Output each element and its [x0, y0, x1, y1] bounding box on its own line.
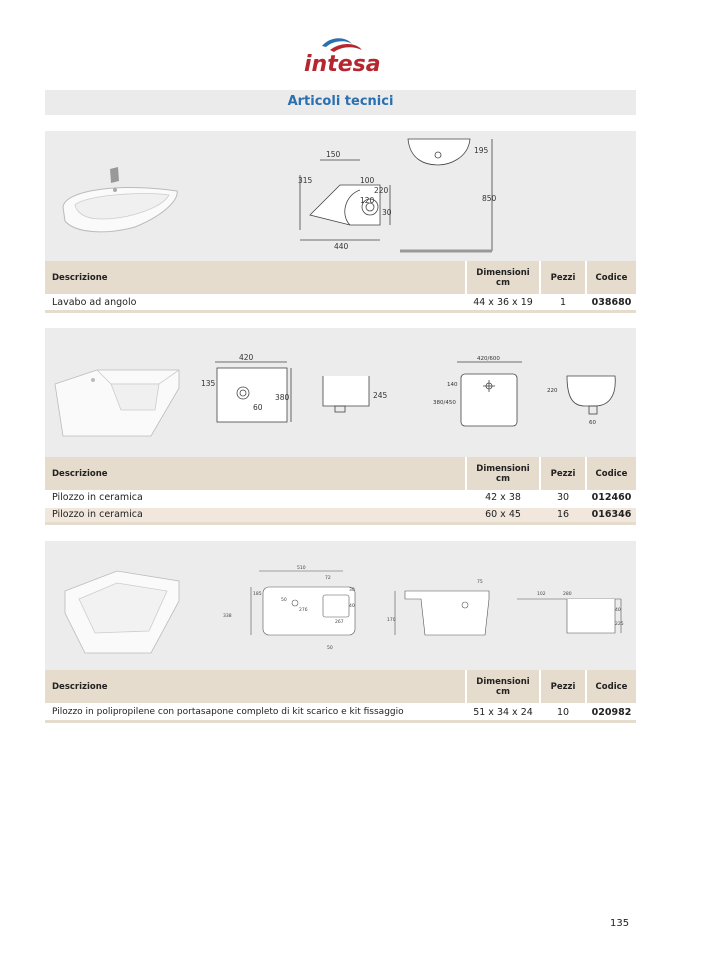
dim-label: 72	[325, 576, 331, 581]
dim-label: 315	[298, 176, 313, 185]
table-row	[45, 491, 636, 505]
col-header-dimensioni: Dimensioni cm	[476, 463, 530, 484]
dim-label: 510	[297, 566, 306, 571]
dim-label: 267	[335, 620, 344, 625]
cell-dimensioni: 44 x 36 x 19	[473, 297, 533, 308]
table-header	[45, 457, 636, 490]
table-row	[45, 508, 636, 522]
dim-label: 100	[360, 176, 375, 185]
dim-label: 440	[334, 242, 349, 251]
technical-drawing-side-view	[295, 372, 405, 418]
cell-descrizione: Pilozzo in ceramica	[52, 492, 143, 503]
col-header-codice: Codice	[595, 468, 628, 479]
dim-label: 60	[589, 420, 596, 426]
product-photo-ceramic-pilozzo	[51, 340, 183, 444]
technical-drawing-top-view	[191, 350, 301, 430]
brand-name: intesa	[304, 52, 381, 77]
technical-drawing-side-view	[365, 565, 495, 645]
technical-drawing-front-view	[427, 352, 547, 438]
col-header-codice: Codice	[595, 681, 628, 692]
dim-label: 220	[547, 388, 558, 394]
row-divider	[45, 522, 636, 525]
dim-label: 60	[253, 403, 263, 412]
dim-label: 170	[387, 618, 396, 623]
cell-dimensioni: 42 x 38	[485, 492, 521, 503]
dim-label: 40	[615, 608, 621, 613]
table-header	[45, 261, 636, 294]
dim-label: 50	[327, 646, 333, 651]
col-header-descrizione: Descrizione	[52, 272, 108, 283]
dim-label: 30	[382, 208, 392, 217]
product-photo-polypropylene-pilozzo	[55, 553, 185, 657]
dim-label: 120	[360, 196, 375, 205]
dim-label: 150	[326, 150, 341, 159]
col-header-descrizione: Descrizione	[52, 468, 108, 479]
cell-descrizione: Pilozzo in ceramica	[52, 509, 143, 520]
product-panel-polypropylene-pilozzo	[45, 541, 636, 671]
page-title-bar	[45, 90, 636, 115]
brand-logo	[300, 34, 384, 84]
row-divider	[45, 720, 636, 723]
technical-drawing-front-view	[497, 577, 627, 647]
dim-label: 195	[474, 146, 489, 155]
dim-label: 40	[349, 604, 355, 609]
dim-label: 30	[349, 588, 355, 593]
product-panel-corner-sink	[45, 131, 636, 261]
cell-codice: 038680	[591, 297, 632, 308]
dim-label: 420	[239, 353, 254, 362]
dim-label: 280	[563, 592, 572, 597]
col-header-dimensioni: Dimensioni cm	[476, 267, 530, 288]
dim-label: 140	[447, 382, 458, 388]
cell-codice: 016346	[591, 509, 632, 520]
technical-drawing-side-view	[400, 133, 550, 257]
table-header	[45, 670, 636, 703]
dim-label: 338	[223, 614, 232, 619]
page-number: 135	[610, 918, 630, 929]
dim-label: 245	[373, 391, 388, 400]
dim-label: 102	[537, 592, 546, 597]
cell-descrizione: Lavabo ad angolo	[52, 297, 137, 308]
col-header-dimensioni: Dimensioni cm	[476, 676, 530, 697]
dim-label: 75	[477, 580, 483, 585]
cell-pezzi: 1	[559, 297, 567, 308]
page-title: Articoli tecnici	[287, 94, 394, 109]
table-row	[45, 706, 636, 720]
product-photo-corner-sink	[55, 145, 185, 245]
product-panel-ceramic-pilozzo	[45, 328, 636, 458]
cell-descrizione: Pilozzo in polipropilene con portasapone completo di kit scarico e kit fissaggio	[52, 707, 404, 717]
dim-label: 850	[482, 194, 497, 203]
cell-codice: 012460	[591, 492, 632, 503]
dim-label: 225	[615, 622, 624, 627]
col-header-pezzi: Pezzi	[550, 681, 576, 692]
cell-codice: 020982	[591, 707, 632, 718]
col-header-pezzi: Pezzi	[550, 468, 576, 479]
row-divider	[45, 310, 636, 313]
col-header-codice: Codice	[595, 272, 628, 283]
dim-label: 135	[201, 379, 216, 388]
technical-drawing-top-view	[215, 561, 365, 655]
dim-label: 185	[253, 592, 262, 597]
table-row	[45, 296, 636, 310]
cell-pezzi: 10	[556, 707, 570, 718]
technical-drawing-section-view	[537, 368, 632, 434]
col-header-descrizione: Descrizione	[52, 681, 108, 692]
cell-dimensioni: 60 x 45	[485, 509, 521, 520]
col-header-pezzi: Pezzi	[550, 272, 576, 283]
cell-pezzi: 16	[556, 509, 570, 520]
dim-label: 420/600	[477, 356, 500, 362]
dim-label: 220	[374, 186, 389, 195]
cell-dimensioni: 51 x 34 x 24	[473, 707, 533, 718]
cell-pezzi: 30	[556, 492, 570, 503]
dim-label: 276	[299, 608, 308, 613]
dim-label: 380	[275, 393, 290, 402]
dim-label: 380/450	[433, 400, 456, 406]
dim-label: 50	[281, 598, 287, 603]
